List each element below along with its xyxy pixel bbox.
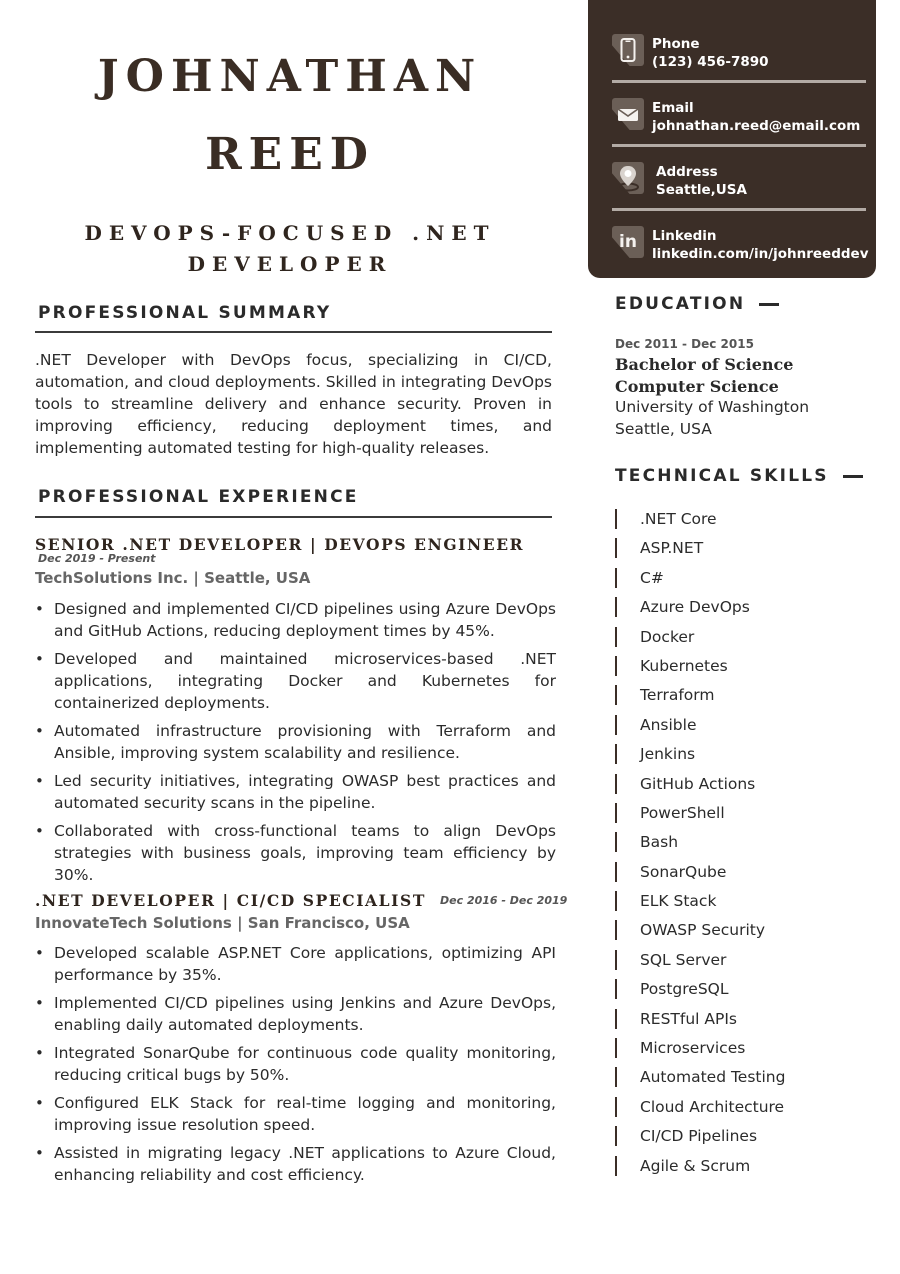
skill-bar-marker: [615, 950, 617, 970]
job-bullet: • Designed and implemented CI/CD pipelines using Azure DevOps and GitHub Actions, reducing deployment times by 45%.: [35, 598, 556, 642]
skill-bar-marker: [615, 597, 617, 617]
skill-label: Jenkins: [640, 745, 696, 764]
skill-item: [615, 948, 785, 977]
skill-bar-marker: [615, 656, 617, 676]
skill-label: PostgreSQL: [640, 980, 729, 999]
contact-card: [588, 0, 876, 278]
skill-item: [615, 830, 785, 859]
skill-label: C#: [640, 568, 664, 587]
skill-label: PowerShell: [640, 803, 725, 822]
skill-bar-marker: [615, 832, 617, 852]
skill-item: [615, 536, 785, 565]
job-title: .NET DEVELOPER | CI/CD SPECIALIST: [35, 891, 426, 910]
section-heading-experience: PROFESSIONAL EXPERIENCE: [38, 487, 359, 507]
skill-bar-marker: [615, 1156, 617, 1176]
job-bullet: • Led security initiatives, integrating OWASP best practices and automated security scans in the pipeline.: [35, 770, 556, 814]
location-pin-icon: [612, 162, 644, 194]
job-title-line-2: DEVELOPER: [187, 252, 393, 276]
skill-bar-marker: [615, 1009, 617, 1029]
job-bullet: • Integrated SonarQube for continuous code quality monitoring, reducing critical bugs by 50%.: [35, 1042, 556, 1086]
job-title-block: [30, 218, 550, 280]
education-location: Seattle, USA: [615, 420, 712, 438]
skill-item: [615, 801, 785, 830]
job-bullet: • Developed scalable ASP.NET Core applications, optimizing API performance by 35%.: [35, 942, 556, 986]
skill-bar-marker: [615, 744, 617, 764]
skill-bar-marker: [615, 803, 617, 823]
skill-label: Ansible: [640, 715, 697, 734]
section-heading-skills: [615, 466, 863, 486]
skill-bar-marker: [615, 1067, 617, 1087]
contact-email-value[interactable]: johnathan.reed@email.com: [652, 118, 861, 134]
job-dates: Dec 2016 - Dec 2019: [440, 894, 568, 907]
skill-item: [615, 566, 785, 595]
education-school: University of Washington: [615, 398, 810, 416]
skill-label: OWASP Security: [640, 921, 766, 940]
section-heading-education: [615, 294, 779, 314]
education-heading-text: EDUCATION: [615, 294, 746, 314]
skill-bar-marker: [615, 715, 617, 735]
skill-item: [615, 1095, 785, 1124]
job-title-line-1: DEVOPS-FOCUSED .NET: [84, 221, 496, 245]
contact-divider: [612, 144, 866, 147]
contact-phone-label: Phone: [652, 36, 700, 52]
skill-label: Azure DevOps: [640, 598, 750, 617]
job-bullets: [35, 942, 556, 1192]
skill-item: [615, 1007, 785, 1036]
skill-label: SQL Server: [640, 950, 727, 969]
skill-label: Bash: [640, 833, 679, 852]
job-dates: Dec 2019 - Present: [38, 552, 156, 565]
section-heading-summary: PROFESSIONAL SUMMARY: [38, 303, 332, 323]
skill-label: Cloud Architecture: [640, 1097, 785, 1116]
summary-text: .NET Developer with DevOps focus, specializing in CI/CD, automation, and cloud deployments. Skilled in integrating DevOps tools to streamline delivery and enhance security. Proven in improving efficiency, reducing deployment times, and implementing automated testing for high-quality releases.: [35, 351, 552, 457]
skill-label: ELK Stack: [640, 892, 717, 911]
skills-heading-text: TECHNICAL SKILLS: [615, 466, 829, 486]
name-last: REED: [205, 129, 375, 180]
skill-item: [615, 742, 785, 771]
skill-item: [615, 918, 785, 947]
skill-bar-marker: [615, 685, 617, 705]
skill-label: Microservices: [640, 1039, 746, 1058]
skill-item: [615, 977, 785, 1006]
job-company: InnovateTech Solutions | San Francisco, USA: [35, 914, 410, 932]
contact-linkedin-label: Linkedin: [652, 228, 717, 244]
skill-item: [615, 654, 785, 683]
section-rule: [35, 516, 552, 518]
skill-bar-marker: [615, 979, 617, 999]
skill-label: Docker: [640, 627, 695, 646]
contact-divider: [612, 208, 866, 211]
skill-bar-marker: [615, 920, 617, 940]
skill-label: Terraform: [640, 686, 715, 705]
name-first: JOHNATHAN: [97, 51, 483, 102]
skill-bar-marker: [615, 627, 617, 647]
skill-item: [615, 713, 785, 742]
contact-linkedin-value[interactable]: linkedin.com/in/johnreeddev: [652, 246, 869, 262]
skill-bar-marker: [615, 862, 617, 882]
skill-label: Automated Testing: [640, 1068, 786, 1087]
skill-item: [615, 507, 785, 536]
job-bullet: • Developed and maintained microservices-based .NET applications, integrating Docker and Kubernetes for containerized deployments.: [35, 648, 556, 714]
skill-bar-marker: [615, 774, 617, 794]
job-bullet: • Configured ELK Stack for real-time logging and monitoring, improving issue resolution speed.: [35, 1092, 556, 1136]
skill-label: SonarQube: [640, 862, 727, 881]
skill-label: RESTful APIs: [640, 1009, 737, 1028]
skill-bar-marker: [615, 891, 617, 911]
contact-phone-value[interactable]: (123) 456-7890: [652, 54, 769, 70]
section-rule: [35, 331, 552, 333]
heading-dash: [759, 303, 779, 306]
education-degree: Bachelor of Science Computer Science: [615, 355, 794, 396]
skill-bar-marker: [615, 568, 617, 588]
skill-item: [615, 683, 785, 712]
skill-item: [615, 1036, 785, 1065]
skill-item: [615, 625, 785, 654]
contact-divider: [612, 80, 866, 83]
skill-label: Agile & Scrum: [640, 1156, 751, 1175]
job-company: TechSolutions Inc. | Seattle, USA: [35, 569, 311, 587]
job-bullets: [35, 598, 556, 892]
skill-item: [615, 889, 785, 918]
skill-item: [615, 1124, 785, 1153]
skill-bar-marker: [615, 509, 617, 529]
job-title: SENIOR .NET DEVELOPER | DEVOPS ENGINEER: [35, 535, 525, 554]
heading-dash: [843, 475, 863, 478]
job-bullet: • Implemented CI/CD pipelines using Jenkins and Azure DevOps, enabling daily automated deployments.: [35, 992, 556, 1036]
phone-icon: [612, 34, 644, 66]
contact-address: [612, 158, 866, 208]
skill-item: [615, 1065, 785, 1094]
resume-header: [30, 38, 550, 280]
job-bullet: • Assisted in migrating legacy .NET applications to Azure Cloud, enhancing reliability and cost efficiency.: [35, 1142, 556, 1186]
skill-bar-marker: [615, 1097, 617, 1117]
skill-label: GitHub Actions: [640, 774, 756, 793]
skill-item: [615, 772, 785, 801]
skill-label: Kubernetes: [640, 656, 728, 675]
skill-item: [615, 1154, 785, 1183]
contact-address-label: Address: [656, 164, 718, 180]
contact-email-label: Email: [652, 100, 694, 116]
skill-bar-marker: [615, 1038, 617, 1058]
contact-linkedin: [612, 222, 869, 272]
skill-item: [615, 860, 785, 889]
skill-label: CI/CD Pipelines: [640, 1127, 758, 1146]
skill-label: ASP.NET: [640, 539, 704, 558]
job-bullet: • Collaborated with cross-functional teams to align DevOps strategies with business goals, improving team efficiency by 30%.: [35, 820, 556, 886]
skill-bar-marker: [615, 1126, 617, 1146]
contact-email: [612, 94, 866, 144]
envelope-icon: [612, 98, 644, 130]
linkedin-icon: in: [612, 226, 644, 258]
skill-bar-marker: [615, 538, 617, 558]
education-dates: Dec 2011 - Dec 2015: [615, 337, 754, 351]
skill-item: [615, 595, 785, 624]
contact-address-value: Seattle,USA: [656, 182, 747, 198]
job-bullet: • Automated infrastructure provisioning with Terraform and Ansible, improving system scalability and resilience.: [35, 720, 556, 764]
skill-label: .NET Core: [640, 510, 717, 528]
contact-phone: [612, 30, 866, 80]
skills-list: [615, 507, 785, 1183]
